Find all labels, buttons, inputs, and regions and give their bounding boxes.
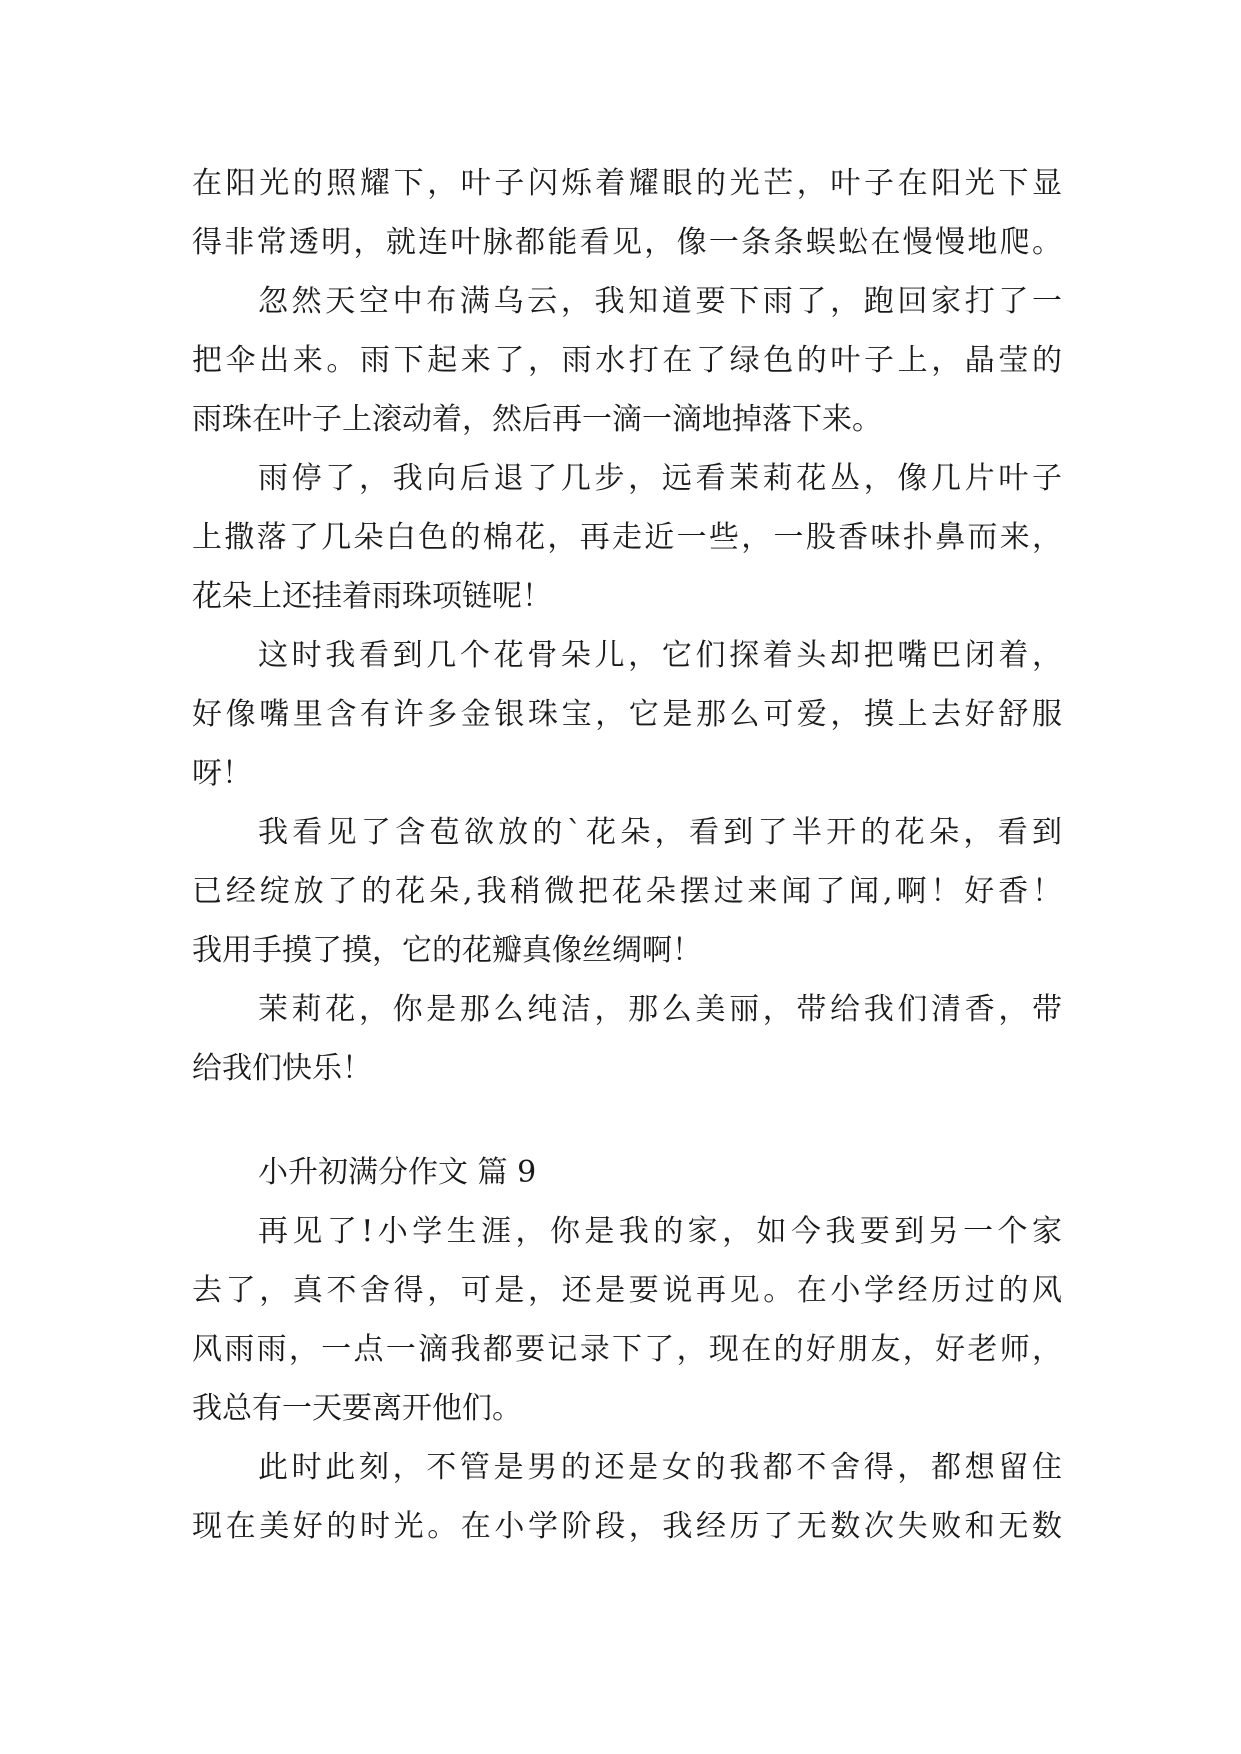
text-line: 得非常透明，就连叶脉都能看见，像一条条蜈蚣在慢慢地爬。: [192, 225, 1062, 260]
text-line: 已经绽放了的花朵,我稍微把花朵摆过来闻了闻,啊！好香！: [192, 874, 1062, 909]
text-line: 好像嘴里含有许多金银珠宝，它是那么可爱，摸上去好舒服: [192, 697, 1062, 732]
text-line: 我总有一天要离开他们。: [192, 1391, 522, 1426]
text-line: 现在美好的时光。在小学阶段，我经历了无数次失败和无数: [192, 1509, 1062, 1544]
text-line: 上撒落了几朵白色的棉花，再走近一些，一股香味扑鼻而来，: [192, 520, 1062, 555]
text-line: 再见了!小学生涯，你是我的家，如今我要到另一个家: [258, 1214, 1062, 1249]
text-line: 呀！: [192, 756, 252, 791]
text-line: 去了，真不舍得，可是，还是要说再见。在小学经历过的风: [192, 1273, 1062, 1308]
text-line: 我用手摸了摸，它的花瓣真像丝绸啊！: [192, 933, 702, 968]
text-line: 花朵上还挂着雨珠项链呢！: [192, 579, 552, 614]
text-line: 我看见了含苞欲放的`花朵，看到了半开的花朵，看到: [258, 815, 1062, 850]
text-line: 雨珠在叶子上滚动着，然后再一滴一滴地掉落下来。: [192, 402, 882, 437]
section-heading: 小升初满分作文 篇 9: [258, 1155, 537, 1190]
text-line: 这时我看到几个花骨朵儿，它们探着头却把嘴巴闭着，: [258, 638, 1062, 673]
text-line: 雨停了，我向后退了几步，远看茉莉花丛，像几片叶子: [258, 461, 1062, 496]
text-line: 茉莉花，你是那么纯洁，那么美丽，带给我们清香，带: [258, 992, 1062, 1027]
text-line: 给我们快乐！: [192, 1051, 372, 1086]
text-line: 此时此刻，不管是男的还是女的我都不舍得，都想留住: [258, 1450, 1062, 1485]
text-line: 把伞出来。雨下起来了，雨水打在了绿色的叶子上，晶莹的: [192, 343, 1062, 378]
text-line: 忽然天空中布满乌云，我知道要下雨了，跑回家打了一: [258, 284, 1062, 319]
text-line: 风雨雨，一点一滴我都要记录下了，现在的好朋友，好老师，: [192, 1332, 1062, 1367]
text-line: 在阳光的照耀下，叶子闪烁着耀眼的光芒，叶子在阳光下显: [192, 166, 1062, 201]
